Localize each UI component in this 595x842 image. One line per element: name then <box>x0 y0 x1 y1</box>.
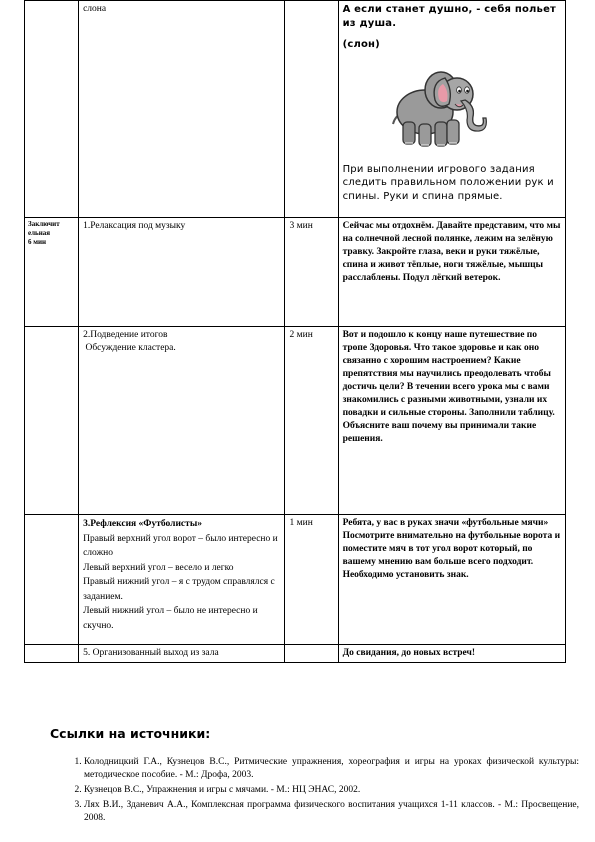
activity-line: Левый нижний угол – было не интересно и скучно. <box>83 606 258 631</box>
list-item: 2. Кузнецов В.С., Упражнения и игры с мячами. - М.: НЦ ЭНАС, 2002. <box>84 784 579 797</box>
activity-line: Правый нижний угол – я с трудом справлялся с заданием. <box>83 577 275 602</box>
time-cell <box>285 1 338 218</box>
reflection-title: 3.Рефлексия «Футболисты» <box>83 519 202 529</box>
stage-cell <box>25 515 79 645</box>
elephant-quote: А если станет душно, - себя польет из душа. <box>342 4 557 29</box>
notes-cell: Ребята, у вас в руках значи «футбольные мячи» Посмотрите внимательно на футбольные ворота и поместите мяч в тот угол ворот который, по вашему мнению вам больше всего подходит. Необходимо установить знак. <box>338 515 565 645</box>
table-row <box>25 1 566 218</box>
activity-cell <box>79 515 285 645</box>
exercise-tip: При выполнении игрового задания следить правильном положении рук и спины. Руки и спина прямые. <box>342 163 554 202</box>
notes-cell: Вот и подошло к концу наше путешествие по тропе Здоровья. Что такое здоровье и как оно связанно с хорошим настроением? Какие препятствия мы научились преодолевать чтобы достичь цели? В течении всего урока мы с вами знакомились с разными животными, узнали их повадки и сильные стороны. Заполнили таблицу. Объясните ваш почему вы принимали такие решения. <box>338 327 565 515</box>
table-row <box>25 515 566 645</box>
activity-line: Левый верхний угол – весело и легко <box>83 562 234 573</box>
list-item: 1. Колодницкий Г.А., Кузнецов В.С., Ритмические упражнения, хореография и игры на уроках физической культуры: методическое пособие. - М.: Дрофа, 2003. <box>84 756 579 782</box>
notes-cell <box>338 1 565 218</box>
stage-cell <box>25 218 79 327</box>
table-row <box>25 327 566 515</box>
activity-line: Правый верхний угол ворот – было интересно и сложно <box>83 533 278 558</box>
time-cell: 3 мин <box>285 218 338 327</box>
stage-line: 6 мин <box>28 238 47 246</box>
references-title: Ссылки на источники: <box>50 726 211 741</box>
elephant-illustration <box>379 60 489 155</box>
time-cell: 2 мин <box>285 327 338 515</box>
activity-line: Обсуждение кластера. <box>83 343 176 353</box>
elephant-icon <box>379 60 489 155</box>
activity-cell: слона <box>79 1 285 218</box>
stage-line: Заключит <box>28 220 60 228</box>
activity-cell <box>79 327 285 515</box>
time-cell <box>285 645 338 663</box>
activity-line: 2.Подведение итогов <box>83 330 168 340</box>
stage-line: ельная <box>28 229 51 237</box>
stage-cell <box>25 1 79 218</box>
activity-cell: 5. Организованный выход из зала <box>79 645 285 663</box>
activity-cell: 1.Релаксация под музыку <box>79 218 285 327</box>
list-item: 3. Лях В.И., Зданевич А.А., Комплексная программа физического воспитания учащихся 1-11 классов. - М.: Просвещение, 2008. <box>84 799 579 825</box>
table-row <box>25 218 566 327</box>
notes-cell: До свидания, до новых встреч! <box>338 645 565 663</box>
notes-cell: Сейчас мы отдохнём. Давайте представим, что мы на солнечной лесной полянке, лежим на зелёную травку. Закройте глаза, веки и руки тяжёлые, спина и живот тёплые, ноги тяжёлые, мышцы расслаблены. Подул лёгкий ветерок. <box>338 218 565 327</box>
lesson-table <box>24 0 566 663</box>
references-list <box>60 756 579 827</box>
stage-cell <box>25 327 79 515</box>
table-row <box>25 645 566 663</box>
time-cell: 1 мин <box>285 515 338 645</box>
stage-cell <box>25 645 79 663</box>
elephant-caption: (слон) <box>342 39 380 50</box>
